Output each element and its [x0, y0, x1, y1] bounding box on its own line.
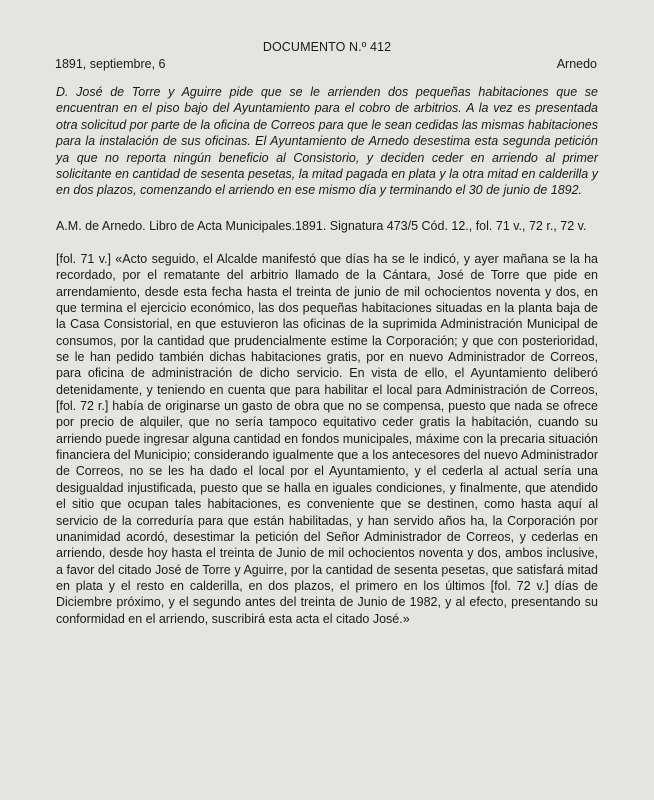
document-title: DOCUMENTO N.º 412 [262, 40, 392, 54]
document-place: Arnedo [556, 57, 597, 71]
transcription-body: [fol. 71 v.] «Acto seguido, el Alcalde manifestó que días ha se le indicó, y ayer mañana se la ha recordado, por el rematante del arbitrio llamado de la Cántara, José de Torre que pide en arrendamiento, desde esta fecha hasta el treinta de junio de mil ochocientos noventa y dos, en que termina el ejercicio económico, las dos pequeñas habitaciones situadas en la planta baja de la Casa Consistorial, en que estuvieron las oficinas de la suprimida Administración Municipal de consumos, por la cantidad que prudencialmente estime la Corporación; y que con posterioridad, se le han pedido también dichas habitaciones gratis, por en nuevo Administrador de Correos, para oficina de administración de dicho servicio. En vista de ello, el Ayuntamiento deliberó detenidamente, y teniendo en cuenta que para habilitar el local para Administración de Correos, [fol. 72 r.] había de originarse un gasto de obra que no se compensa, puesto que nada se ofrece por precio de alquiler, que no sería tampoco equitativo ceder gratis la habitación, cuando su arriendo puede ingresar alguna cantidad en fondos municipales, máxime con la precaria situación financiera del Municipio; considerando igualmente que a los antecesores del nuevo Administrador de Correos, no se les ha dado el local por el Ayuntamiento, y el cederla al actual sería una desigualdad injustificada, puesto que se halla en iguales condiciones, y finalmente, que atendido el sitio que ocupan tales habitaciones, es conveniente que se destinen, como hasta aquí al servicio de la correduría para que están habilitadas, y han servido años ha, la Corporación por unanimidad acordó, desestimar la petición del Señor Administrador de Correos, y cederlas en arriendo, desde hoy hasta el treinta de Junio de mil ochocientos noventa y dos, ambos inclusive, a favor del citado José de Torre y Aguirre, por la cantidad de sesenta pesetas, que satisfará mitad en plata y el resto en calderilla, en dos plazos, el primero en los últimos [fol. 72 v.] días de Diciembre próximo, y el segundo antes del treinta de Junio de 1982, y al efecto, presentando su conformidad en el arriendo, suscribirá esta acta el citado José.» [56, 252, 598, 626]
archival-source: A.M. de Arnedo. Libro de Acta Municipales.1891. Signatura 473/5 Cód. 12., fol. 71 v., 72 r., 72 v. [56, 219, 587, 233]
date-place-line [55, 57, 597, 71]
document-date: 1891, septiembre, 6 [55, 57, 166, 71]
document-summary: D. José de Torre y Aguirre pide que se le arrienden dos pequeñas habitaciones que se encuentran en el piso bajo del Ayuntamiento para el cobro de arbitrios. A la vez es presentada otra solicitud por parte de la oficina de Correos para que le sean cedidas las mismas habitaciones para la instalación de sus oficinas. El Ayuntamiento de Arnedo desestima esta segunda petición ya que no reporta ningún beneficio al Consistorio, y deciden ceder en arriendo al primer solicitante en cantidad de sesenta pesetas, la mitad pagada en plata y la otra mitad en calderilla y en dos plazos, comenzando el arriendo en ese mismo día y terminando el 30 de junio de 1892. [56, 85, 598, 198]
